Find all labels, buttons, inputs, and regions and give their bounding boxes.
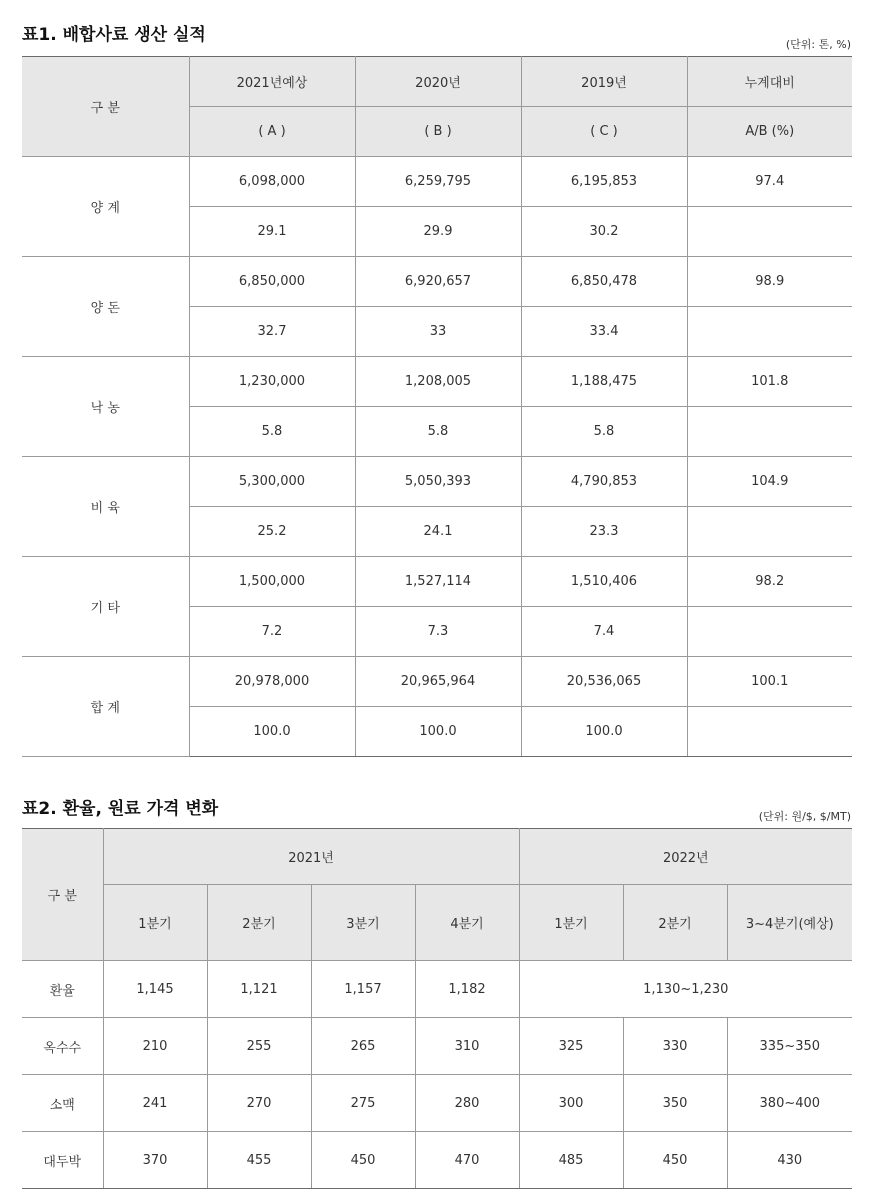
table-row [22, 1075, 852, 1132]
table2-header-row [22, 829, 852, 885]
table-row [22, 961, 852, 1018]
table2-unit: (단위: 원/$, $/MT) [758, 810, 851, 823]
table1-header-col: 누계대비 [687, 57, 852, 107]
table-cell: 310 [415, 1018, 519, 1075]
table-cell: 450 [311, 1132, 415, 1189]
table-cell [687, 507, 852, 557]
table-cell: 430 [727, 1132, 852, 1189]
table1-subheader-col: ( A ) [189, 107, 355, 157]
table-cell: 7.4 [521, 607, 687, 657]
table-row [22, 157, 852, 207]
table-cell: 100.0 [189, 707, 355, 757]
table-cell: 241 [103, 1075, 207, 1132]
table-cell [687, 407, 852, 457]
table-cell: 265 [311, 1018, 415, 1075]
row-label: 합 계 [22, 657, 189, 757]
table1-header-row [22, 57, 852, 107]
table-cell: 30.2 [521, 207, 687, 257]
table1-header-col: 2021년예상 [189, 57, 355, 107]
table-cell: 5.8 [521, 407, 687, 457]
table-cell: 23.3 [521, 507, 687, 557]
table1-header-col: 2019년 [521, 57, 687, 107]
table-cell: 20,978,000 [189, 657, 355, 707]
table-row [22, 357, 852, 407]
table2-header-year: 2022년 [519, 829, 852, 885]
table-cell: 1,188,475 [521, 357, 687, 407]
table-cell: 350 [623, 1075, 727, 1132]
table-cell: 20,965,964 [355, 657, 521, 707]
table-cell: 1,230,000 [189, 357, 355, 407]
table-cell: 1,121 [207, 961, 311, 1018]
table-cell: 25.2 [189, 507, 355, 557]
table-cell: 20,536,065 [521, 657, 687, 707]
table-cell: 1,510,406 [521, 557, 687, 607]
table1-unit: (단위: 톤, %) [785, 38, 851, 51]
table-cell: 100.0 [355, 707, 521, 757]
row-label: 대두박 [22, 1132, 103, 1189]
table-cell: 98.2 [687, 557, 852, 607]
table-cell: 4,790,853 [521, 457, 687, 507]
table-cell: 104.9 [687, 457, 852, 507]
table1-subheader-col: A/B (%) [687, 107, 852, 157]
table-cell: 210 [103, 1018, 207, 1075]
table-cell: 6,850,478 [521, 257, 687, 307]
row-label: 소맥 [22, 1075, 103, 1132]
table2-header-quarter: 2분기 [207, 885, 311, 961]
table-row [22, 457, 852, 507]
table2-header-quarter: 4분기 [415, 885, 519, 961]
table1-header-col: 2020년 [355, 57, 521, 107]
table2-title: 표2. 환율, 원료 가격 변화 [22, 799, 219, 819]
table-cell: 485 [519, 1132, 623, 1189]
table2-quarter-row [22, 885, 852, 961]
table-cell: 7.2 [189, 607, 355, 657]
table-cell: 5.8 [189, 407, 355, 457]
table-cell: 255 [207, 1018, 311, 1075]
table-cell: 455 [207, 1132, 311, 1189]
table-cell: 330 [623, 1018, 727, 1075]
row-label: 환율 [22, 961, 103, 1018]
table-cell [687, 307, 852, 357]
table-cell: 300 [519, 1075, 623, 1132]
table-row [22, 1132, 852, 1189]
table-cell: 280 [415, 1075, 519, 1132]
row-label: 기 타 [22, 557, 189, 657]
table-cell: 33.4 [521, 307, 687, 357]
table-cell [687, 607, 852, 657]
feed-production-table [22, 56, 852, 757]
table-row [22, 557, 852, 607]
table2-header-quarter: 1분기 [103, 885, 207, 961]
table2-header-quarter: 2분기 [623, 885, 727, 961]
table-cell: 29.1 [189, 207, 355, 257]
row-label: 양 돈 [22, 257, 189, 357]
table-cell: 7.3 [355, 607, 521, 657]
table-cell: 24.1 [355, 507, 521, 557]
table-cell: 33 [355, 307, 521, 357]
table2-header-quarter: 1분기 [519, 885, 623, 961]
table-cell: 450 [623, 1132, 727, 1189]
table-cell: 6,920,657 [355, 257, 521, 307]
table-cell: 470 [415, 1132, 519, 1189]
table1-subheader-col: ( C ) [521, 107, 687, 157]
table-row [22, 657, 852, 707]
table-cell: 97.4 [687, 157, 852, 207]
table-cell: 100.1 [687, 657, 852, 707]
table-cell: 1,182 [415, 961, 519, 1018]
table-cell [687, 207, 852, 257]
table-cell: 29.9 [355, 207, 521, 257]
table2-header-year: 2021년 [103, 829, 519, 885]
table-cell: 275 [311, 1075, 415, 1132]
table-cell: 1,157 [311, 961, 415, 1018]
table-cell: 5,050,393 [355, 457, 521, 507]
table1-header-category: 구 분 [22, 57, 189, 157]
table-row [22, 1018, 852, 1075]
table-cell: 6,098,000 [189, 157, 355, 207]
row-label: 비 육 [22, 457, 189, 557]
table-cell: 5.8 [355, 407, 521, 457]
table2-header-quarter: 3분기 [311, 885, 415, 961]
row-label: 양 계 [22, 157, 189, 257]
table-cell: 270 [207, 1075, 311, 1132]
table-cell: 100.0 [521, 707, 687, 757]
table-cell: 1,500,000 [189, 557, 355, 607]
table-cell: 32.7 [189, 307, 355, 357]
table-cell: 6,850,000 [189, 257, 355, 307]
table-cell [687, 707, 852, 757]
table-cell: 101.8 [687, 357, 852, 407]
row-label: 옥수수 [22, 1018, 103, 1075]
table-cell: 1,145 [103, 961, 207, 1018]
table-cell: 335~350 [727, 1018, 852, 1075]
table2-header-category: 구 분 [22, 829, 103, 961]
table-cell: 1,208,005 [355, 357, 521, 407]
table-cell: 6,195,853 [521, 157, 687, 207]
table1-subheader-col: ( B ) [355, 107, 521, 157]
table-cell: 380~400 [727, 1075, 852, 1132]
table-cell: 98.9 [687, 257, 852, 307]
table-row [22, 257, 852, 307]
table-cell: 370 [103, 1132, 207, 1189]
row-label: 낙 농 [22, 357, 189, 457]
table2-header-quarter: 3~4분기(예상) [727, 885, 852, 961]
exchange-rate-price-table [22, 828, 852, 1189]
table-cell: 325 [519, 1018, 623, 1075]
table1-title: 표1. 배합사료 생산 실적 [22, 25, 206, 45]
table-cell: 1,527,114 [355, 557, 521, 607]
table-cell: 6,259,795 [355, 157, 521, 207]
table-cell-merged: 1,130~1,230 [519, 961, 852, 1018]
table-cell: 5,300,000 [189, 457, 355, 507]
